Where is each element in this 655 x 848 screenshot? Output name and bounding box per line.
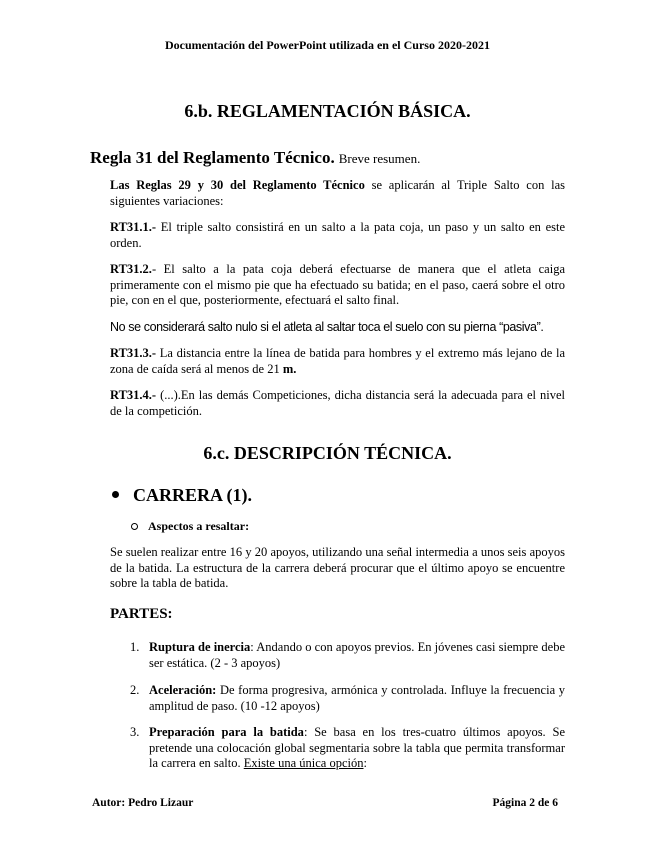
page-header: Documentación del PowerPoint utilizada en el Curso 2020-2021 — [165, 38, 490, 52]
rt31-3-unit: m. — [282, 361, 297, 376]
rt31-3-paragraph — [110, 346, 565, 377]
rt31-4-text: (...).En las demás Competiciones, dicha distancia será la adecuada para el nivel de la competición. — [110, 388, 565, 418]
section-title-reglamentacion: 6.b. REGLAMENTACIÓN BÁSICA. — [184, 101, 471, 121]
circle-bullet-icon — [131, 523, 138, 530]
list-item-bold: Ruptura de inercia — [149, 640, 251, 654]
rt31-4-label: RT31.4.- — [110, 388, 157, 402]
rt31-2-text: - El salto a la pata coja deberá efectuarse de manera que el atleta caiga primeramente con el mismo pie que ha efectuado su batida; en el paso, caerá sobre el otro pie, con en el que, posteriormente, efectuará el salto final. — [110, 262, 565, 307]
rt31-3-text: La distancia entre la línea de batida para hombres y el extremo más lejano de la zona de caída será al menos de 21 — [110, 346, 566, 376]
carrera-paragraph: Se suelen realizar entre 16 y 20 apoyos, utilizando una señal intermedia a unos seis apoyos de la batida. La estructura de la carrera deberá procurar que el último apoyo se encuentre sobre la tabla de batida. — [110, 545, 565, 590]
list-item-text: De forma progresiva, armónica y controlada. Influye la frecuencia y amplitud de paso. (10 -12 apoyos) — [149, 683, 565, 713]
list-item-text: : Andando o con apoyos previos. En jóvenes casi siempre debe ser estática. (2 - 3 apoyos) — [149, 640, 565, 670]
list-item-underline: Existe una única opción — [243, 756, 364, 770]
partes-item-2 — [130, 683, 565, 714]
rules-intro-text: se aplicarán al Triple Salto con las siguientes variaciones: — [110, 178, 565, 208]
partes-heading: PARTES: — [110, 606, 173, 622]
list-number: 1. — [130, 640, 140, 654]
partes-item-3 — [130, 725, 565, 772]
list-number: 3. — [130, 725, 140, 739]
rules-intro-bold: Las Reglas 29 y 30 del Reglamento Técnico — [110, 178, 365, 192]
list-item-bold: Aceleración: — [149, 683, 217, 697]
sub-bullet-aspectos — [131, 519, 249, 534]
bullet-carrera-label: CARRERA (1). — [133, 485, 252, 505]
list-item-text: : Se basa en los tres-cuatro últimos apoyos. Se pretende una colocación global segmentaria sobre la tabla que permita transformar la carrera en salto. — [149, 725, 565, 770]
regla-heading — [90, 148, 570, 168]
rt31-1-text: El triple salto consistirá en un salto a la pata coja, un paso y un salto en este orden. — [110, 220, 566, 250]
regla-subtitle: Breve resumen. — [338, 151, 421, 166]
bullet-dot-icon — [112, 491, 119, 498]
rt31-2-paragraph — [110, 262, 565, 309]
rt31-1-label: RT31.1.- — [110, 220, 157, 234]
list-item-bold: Preparación para la batida — [149, 725, 304, 739]
partes-item-1 — [130, 640, 565, 671]
pasiva-note: No se considerará salto nulo si el atleta al saltar toca el suelo con su pierna “pasiva”. — [110, 320, 544, 334]
list-item-end: : — [363, 756, 367, 770]
footer-author: Autor: Pedro Lizaur — [92, 797, 194, 809]
sub-bullet-aspectos-label: Aspectos a resaltar: — [148, 519, 250, 533]
section-title-descripcion: 6.c. DESCRIPCIÓN TÉCNICA. — [203, 443, 452, 463]
rt31-3-label: RT31.3.- — [110, 346, 157, 360]
rt31-1-paragraph — [110, 220, 565, 251]
regla-title: Regla 31 del Reglamento Técnico. — [90, 148, 335, 167]
bullet-carrera — [112, 485, 252, 506]
rt31-4-paragraph — [110, 388, 565, 419]
rt31-2-label: RT31.2. — [110, 262, 152, 276]
footer-page-number: Página 2 de 6 — [492, 797, 558, 809]
rules-intro-paragraph — [110, 178, 565, 209]
list-number: 2. — [130, 683, 140, 697]
